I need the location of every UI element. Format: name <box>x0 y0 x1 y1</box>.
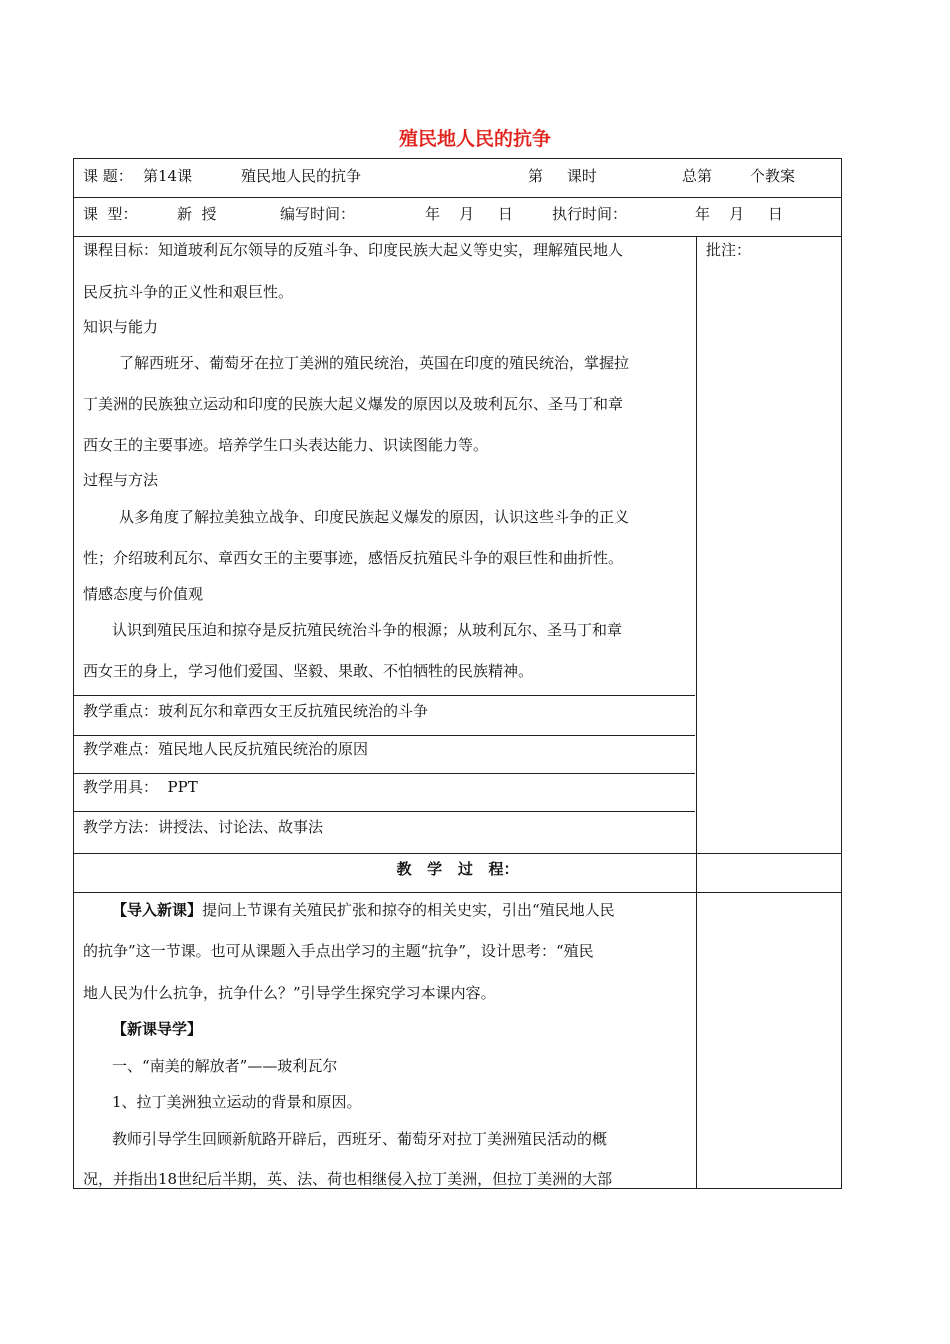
new-lesson-tag: 【新课导学】 <box>112 1020 203 1038</box>
difficulties: 教学难点：殖民地人民反抗殖民统治的原因 <box>83 740 369 758</box>
intro-tag: 【导入新课】 <box>112 901 203 919</box>
row-divider <box>74 811 695 812</box>
teaching-tools: 教学用具： PPT <box>83 778 198 796</box>
knowledge-line: 西女王的主要事迹。培养学生口头表达能力、识读图能力等。 <box>83 436 489 454</box>
notes-label: 批注： <box>706 241 752 259</box>
row-divider <box>74 236 841 237</box>
intro-line: 的抗争”这一节课。也可从课题入手点出学习的主题“抗争”，设计思考：“殖民 <box>83 942 594 960</box>
notes-column-divider <box>696 236 697 1188</box>
total-label: 总第 <box>682 167 713 185</box>
section-heading: 一、“南美的解放者”——玻利瓦尔 <box>112 1057 338 1075</box>
intro-line: 地人民为什么抗争，抗争什么？”引导学生探究学习本课内容。 <box>83 984 496 1002</box>
row-divider <box>74 695 695 696</box>
exec-date: 年 月 日 <box>695 205 783 223</box>
row-divider <box>74 892 841 893</box>
process-heading: 过程与方法 <box>83 471 159 489</box>
row-divider <box>74 853 841 854</box>
goals-line: 民反抗斗争的正义性和艰巨性。 <box>83 283 294 301</box>
exec-time-label: 执行时间： <box>552 205 628 223</box>
emotion-line: 认识到殖民压迫和掠夺是反抗殖民统治斗争的根源；从玻利瓦尔、圣马丁和章 <box>112 621 623 639</box>
body-line: 教师引导学生回顾新航路开辟后，西班牙、葡萄牙对拉丁美洲殖民活动的概 <box>112 1130 608 1148</box>
type-label: 课 型： <box>83 205 138 223</box>
row-divider <box>74 773 695 774</box>
document-title: 殖民地人民的抗争 <box>398 128 551 150</box>
write-date: 年 月 日 <box>425 205 513 223</box>
topic-label: 课 题： <box>83 167 133 185</box>
knowledge-heading: 知识与能力 <box>83 318 159 336</box>
type-value: 新 授 <box>177 205 217 223</box>
knowledge-line: 丁美洲的民族独立运动和印度的民族大起义爆发的原因以及玻利瓦尔、圣马丁和章 <box>83 395 624 413</box>
goals-line: 课程目标：知道玻利瓦尔领导的反殖斗争、印度民族大起义等史实，理解殖民地人 <box>83 241 624 259</box>
process-line: 性；介绍玻利瓦尔、章西女王的主要事迹，感悟反抗殖民斗争的艰巨性和曲折性。 <box>83 549 624 567</box>
intro-line: 提问上节课有关殖民扩张和掠夺的相关史实，引出“殖民地人民 <box>202 901 615 919</box>
emotion-heading: 情感态度与价值观 <box>83 585 204 603</box>
process-title: 教 学 过 程： <box>396 860 519 878</box>
lesson-title: 殖民地人民的抗争 <box>241 167 362 185</box>
key-points: 教学重点：玻利瓦尔和章西女王反抗殖民统治的斗争 <box>83 702 429 720</box>
row-divider <box>74 197 841 198</box>
write-time-label: 编写时间： <box>280 205 356 223</box>
body-line: 况，并指出18世纪后半期，英、法、荷也相继侵入拉丁美洲，但拉丁美洲的大部 <box>83 1170 613 1188</box>
plan-label: 个教案 <box>750 167 796 185</box>
process-line: 从多角度了解拉美独立战争、印度民族起义爆发的原因，认识这些斗争的正义 <box>119 508 630 526</box>
item-heading: 1、拉丁美洲独立运动的背景和原因。 <box>112 1093 362 1111</box>
knowledge-line: 了解西班牙、葡萄牙在拉丁美洲的殖民统治，英国在印度的殖民统治，掌握拉 <box>119 354 630 372</box>
lesson-plan-table <box>73 158 842 1189</box>
lesson-number: 第14课 <box>143 167 193 185</box>
emotion-line: 西女王的身上，学习他们爱国、坚毅、果敢、不怕牺牲的民族精神。 <box>83 662 534 680</box>
row-divider <box>74 735 695 736</box>
period-label: 第 课时 <box>528 167 597 185</box>
teaching-methods: 教学方法：讲授法、讨论法、故事法 <box>83 818 324 836</box>
